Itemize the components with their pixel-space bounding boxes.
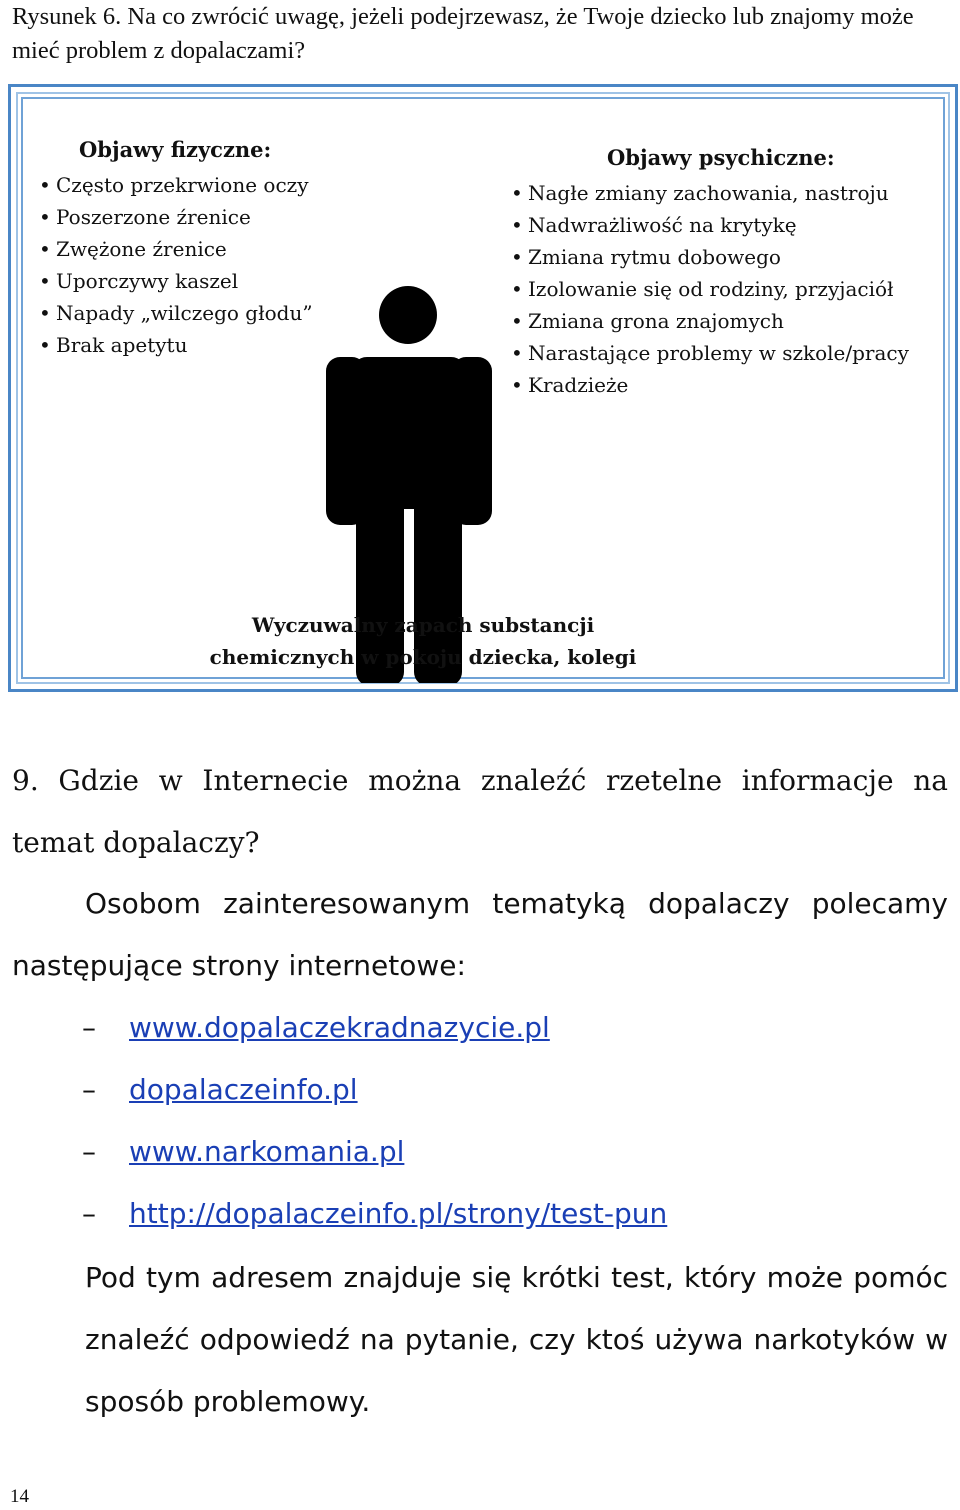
dash-icon: – (82, 1073, 96, 1106)
list-item: • Narastające problemy w szkole/pracy (511, 337, 909, 369)
list-item (82, 1183, 667, 1245)
list-item: • Nagłe zmiany zachowania, nastroju (511, 177, 909, 209)
physical-symptoms-title: Objawy fizyczne: (79, 137, 272, 162)
physical-symptoms-list (39, 169, 313, 361)
list-item: • Napady „wilczego głodu” (39, 297, 313, 329)
list-item: • Poszerzone źrenice (39, 201, 313, 233)
dash-icon: – (82, 1011, 96, 1044)
list-item: • Zwężone źrenice (39, 233, 313, 265)
psychological-symptoms-title: Objawy psychiczne: (607, 145, 835, 170)
intro-paragraph: Osobom zainteresowanym tematyką dopalaczy polecamy następujące strony internetowe: (12, 887, 948, 982)
link-dopalaczeinfo[interactable]: dopalaczeinfo.pl (129, 1073, 358, 1106)
dash-icon: – (82, 1135, 96, 1168)
psychological-symptoms-list (511, 177, 909, 401)
list-item: • Często przekrwione oczy (39, 169, 313, 201)
bullet-icon: • (511, 245, 523, 269)
list-item: • Izolowanie się od rodziny, przyjaciół (511, 273, 909, 305)
list-item (82, 997, 667, 1059)
bullet-icon: • (39, 237, 51, 261)
silhouette-torso (351, 357, 467, 509)
bullet-icon: • (39, 173, 51, 197)
dash-icon: – (82, 1197, 96, 1230)
bullet-icon: • (39, 205, 51, 229)
list-item: • Zmiana grona znajomych (511, 305, 909, 337)
link-test-pun[interactable]: http://dopalaczeinfo.pl/strony/test-pun (129, 1197, 668, 1230)
list-item: • Nadwrażliwość na krytykę (511, 209, 909, 241)
section-heading: 9. Gdzie w Internecie można znaleźć rzetelne informacje na temat dopalaczy? (12, 764, 948, 859)
bullet-icon: • (39, 333, 51, 357)
test-note-paragraph: Pod tym adresem znajduje się krótki test, który może pomóc znaleźć odpowiedź na pytanie, czy ktoś używa narkotyków w sposób problemowy. (85, 1261, 948, 1418)
smell-note (193, 609, 653, 673)
list-item: • Uporczywy kaszel (39, 265, 313, 297)
list-item (82, 1059, 667, 1121)
bullet-icon: • (511, 341, 523, 365)
bullet-icon: • (511, 373, 523, 397)
recommended-links-list (82, 997, 667, 1245)
bullet-icon: • (511, 181, 523, 205)
list-item: • Brak apetytu (39, 329, 313, 361)
bullet-icon: • (39, 301, 51, 325)
link-dopalaczekradnazycie[interactable]: www.dopalaczekradnazycie.pl (129, 1011, 550, 1044)
list-item: • Kradzieże (511, 369, 909, 401)
symptoms-figure (8, 84, 958, 692)
bullet-icon: • (511, 213, 523, 237)
smell-note-line-2: chemicznych w pokoju dziecka, kolegi (209, 645, 637, 669)
list-item: • Zmiana rytmu dobowego (511, 241, 909, 273)
page-number: 14 (10, 1486, 29, 1507)
symptoms-figure-inner-border (21, 97, 945, 679)
link-narkomania[interactable]: www.narkomania.pl (129, 1135, 405, 1168)
list-item (82, 1121, 667, 1183)
smell-note-line-1: Wyczuwalny zapach substancji (251, 613, 595, 637)
bullet-icon: • (511, 277, 523, 301)
bullet-icon: • (511, 309, 523, 333)
bullet-icon: • (39, 269, 51, 293)
figure-caption: Rysunek 6. Na co zwrócić uwagę, jeżeli podejrzewasz, że Twoje dziecko lub znajomy może mieć problem z dopalaczami? (12, 3, 914, 64)
silhouette-head (379, 286, 437, 344)
